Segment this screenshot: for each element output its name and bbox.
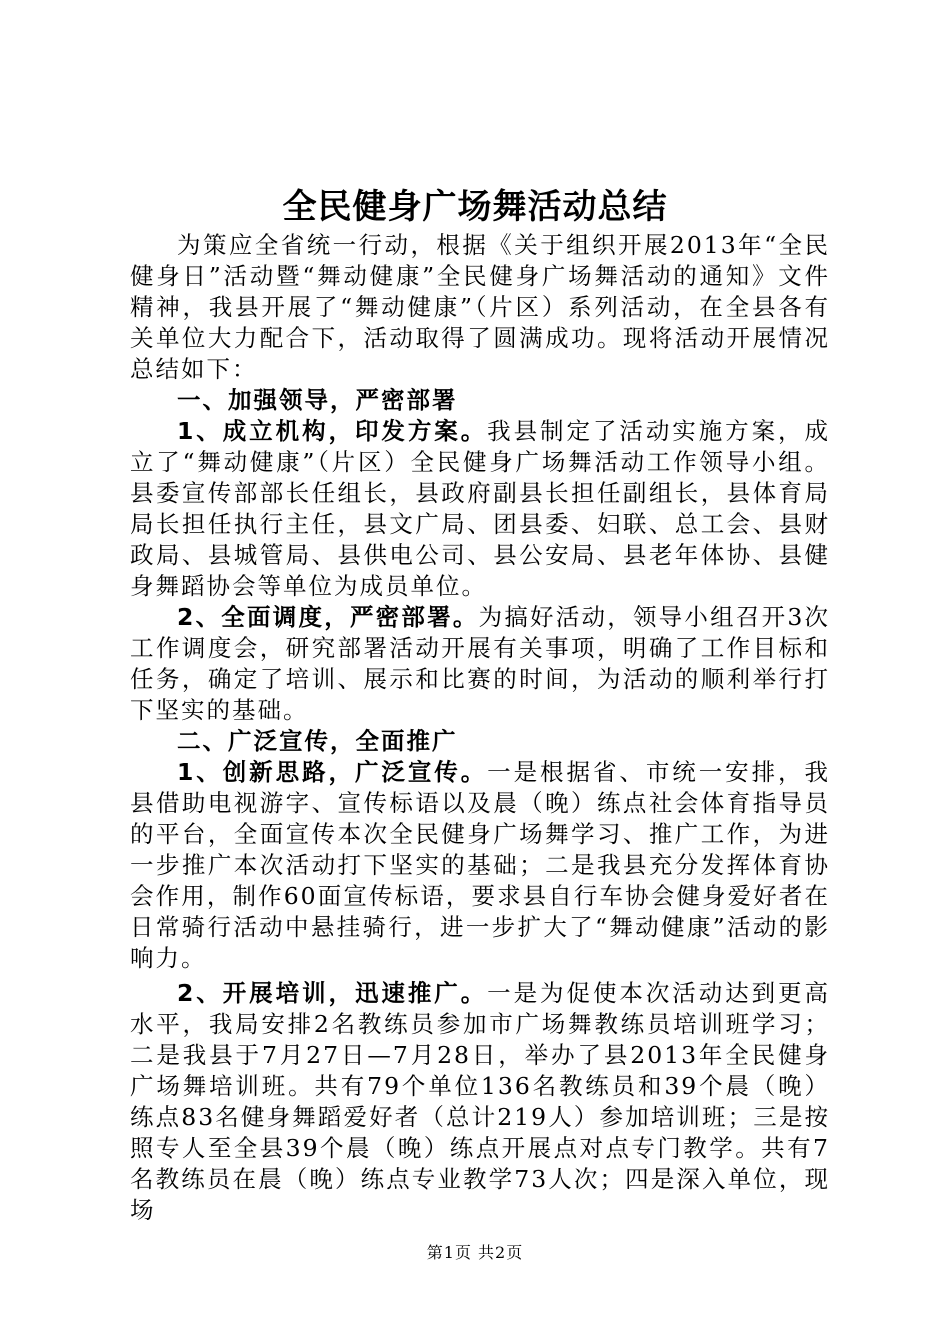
section-1-heading: 一、加强领导，严密部署 — [177, 386, 458, 414]
section-2-item-2 — [130, 978, 830, 1226]
section-1-item-2-text: 为搞好活动，领导小组召开3次工作调度会，研究部署活动开展有关事项，明确了工作目标和任务，确定了培训、展示和比赛的时间，为活动的顺利举行打下坚实的基础。 — [130, 603, 831, 724]
section-1-item-1-lead: 1、成立机构，印发方案。 — [177, 417, 488, 445]
section-2-item-2-lead: 2、开展培训，迅速推广。 — [177, 979, 488, 1007]
section-2-item-1-lead: 1、创新思路，广泛宣传。 — [177, 758, 488, 786]
document-body — [130, 230, 830, 1226]
section-1-item-1-text: 我县制定了活动实施方案，成立了“舞动健康”（片区）全民健身广场舞活动工作领导小组。县委宣传部部长任组长，县政府副县长担任副组长，县体育局局长担任执行主任，县文广局、团县委、妇联、总工会、县财政局、县城管局、县供电公司、县公安局、县老年体协、县健身舞蹈协会等单位为成员单位。 — [130, 417, 830, 600]
section-1-item-2 — [130, 602, 830, 726]
section-2-item-1 — [130, 757, 830, 974]
section-2-item-1-text: 一是根据省、市统一安排，我县借助电视游字、宣传标语以及晨（晚）练点社会体育指导员的平台，全面宣传本次全民健身广场舞学习、推广工作，为进一步推广本次活动打下坚实的基础；二是我县充分发挥体育协会作用，制作60面宣传标语，要求县自行车协会健身爱好者在日常骑行活动中悬挂骑行，进一步扩大了“舞动健康”活动的影响力。 — [130, 758, 830, 972]
page-footer: 第1页 共2页 — [426, 1243, 524, 1262]
section-2-item-2-text: 一是为促使本次活动达到更高水平，我局安排2名教练员参加市广场舞教练员培训班学习；二是我县于7月27日—7月28日，举办了县2013年全民健身广场舞培训班。共有79个单位136名教练员和39个晨（晚）练点83名健身舞蹈爱好者（总计219人）参加培训班；三是按照专人至全县39个晨（晚）练点开展点对点专门教学。共有7名教练员在晨（晚）练点专业教学73人次；四是深入单位，现场 — [130, 979, 830, 1224]
document-title: 全民健身广场舞活动总结 — [282, 187, 668, 227]
section-1-item-2-lead: 2、全面调度，严密部署。 — [177, 603, 479, 631]
intro-paragraph: 为策应全省统一行动，根据《关于组织开展2013年“全民健身日”活动暨“舞动健康”全民健身广场舞活动的通知》文件精神，我县开展了“舞动健康”（片区）系列活动，在全县各有关单位大力配合下，活动取得了圆满成功。现将活动开展情况总结如下： — [130, 231, 830, 383]
section-2-heading: 二、广泛宣传，全面推广 — [177, 727, 458, 755]
section-1-item-1 — [130, 416, 830, 602]
